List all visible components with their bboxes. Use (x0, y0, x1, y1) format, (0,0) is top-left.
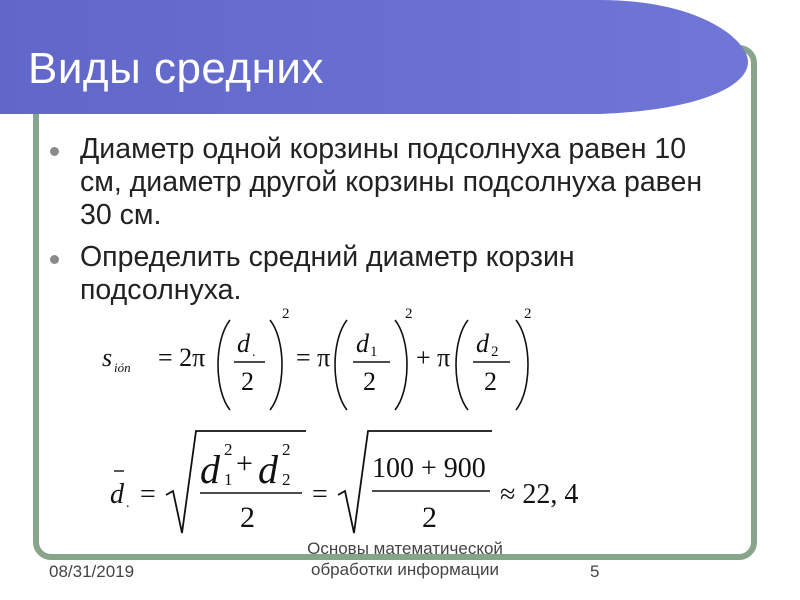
formula2-lhs: d (110, 479, 124, 510)
formula2-sup2: 2 (282, 440, 291, 459)
formula2-eq: = (140, 479, 156, 510)
formula2-d2: d (258, 447, 278, 492)
formula2-eq2: = (312, 479, 328, 510)
formula1-plus: + π (416, 343, 451, 372)
footer-course-line2: обработки информации (310, 560, 499, 579)
formula1-den1: 2 (241, 367, 254, 396)
bullet-dot-icon (50, 147, 59, 156)
slide-title: Виды средних (28, 44, 324, 93)
footer-date: 08/31/2019 (49, 562, 135, 581)
formula1-num1-sub: . (252, 345, 256, 360)
formula1-lhs-sub: ión (114, 360, 131, 375)
bullet-item (50, 241, 730, 307)
formula1-den2: 2 (363, 367, 376, 396)
area-formula (100, 300, 550, 415)
formula2-lhs-sub: . (126, 496, 130, 511)
formula1-num2-sub: 1 (370, 344, 378, 360)
footer-page-number: 5 (590, 562, 600, 581)
footer-course-title (280, 538, 530, 580)
formula1-eq2: = π (296, 343, 331, 372)
formula1-exp3: 2 (524, 306, 532, 322)
formula2-den2: 2 (422, 501, 437, 534)
mean-diameter-formula (100, 425, 620, 540)
formula1-num2: d (356, 329, 369, 358)
formula1-exp2: 2 (405, 306, 413, 322)
formula1-num3-sub: 2 (491, 344, 499, 360)
formula1-exp1: 2 (282, 306, 290, 322)
formula2-approx: ≈ 22, 4 (500, 479, 579, 510)
bullet-list (50, 133, 730, 316)
bullet-item (50, 133, 730, 232)
formula2-den1: 2 (240, 501, 255, 534)
formula2-numerator: 100 + 900 (372, 453, 486, 484)
footer-course-line1: Основы математической (307, 539, 503, 558)
formula1-num3: d (476, 329, 489, 358)
formula2-d1: d (200, 447, 220, 492)
formula2-sub1: 1 (224, 470, 233, 489)
formula2-sup1: 2 (224, 440, 233, 459)
formula2-sub2: 2 (282, 470, 291, 489)
bullet-dot-icon (50, 255, 59, 264)
formula1-lhs-var: s (102, 343, 113, 372)
formula2-plus: + (236, 447, 253, 480)
formula1-den3: 2 (484, 367, 497, 396)
bullet-text: Определить средний диаметр корзин подсолнуха. (80, 241, 575, 306)
formula1-num1: d (237, 329, 250, 358)
bullet-text: Диаметр одной корзины подсолнуха равен 10 см, диаметр другой корзины подсолнуха равен 30 см. (80, 133, 703, 231)
formula1-eq1: = 2π (158, 343, 206, 372)
